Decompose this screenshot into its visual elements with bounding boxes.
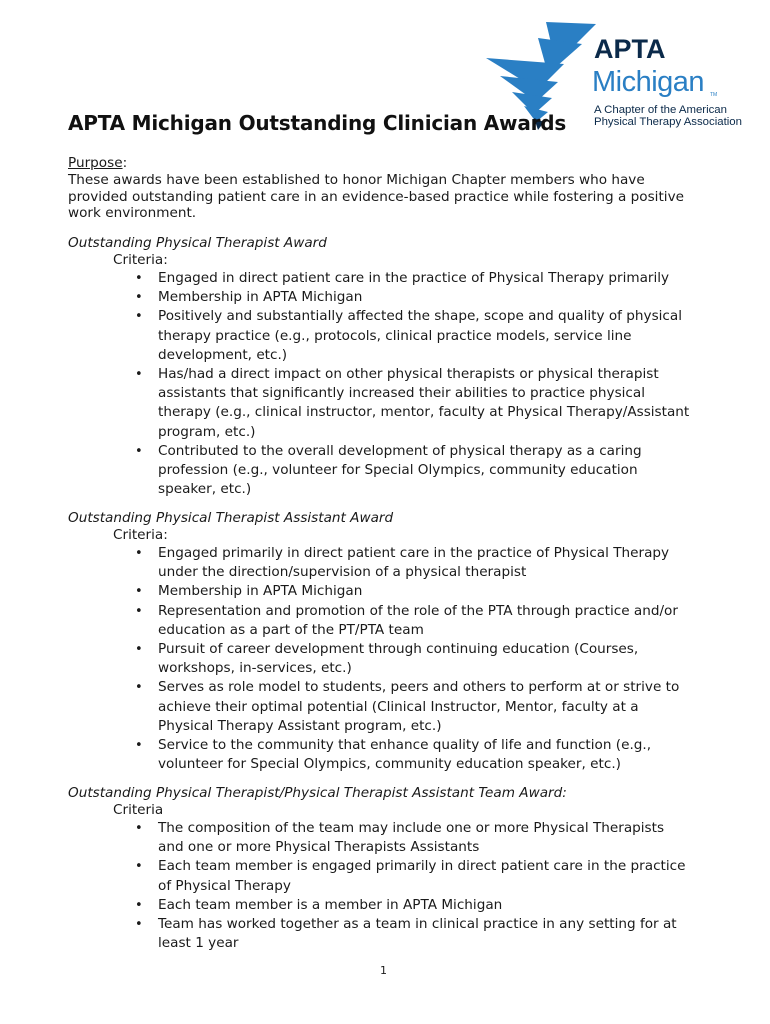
- criteria-item: [135, 640, 728, 678]
- section-pta-award: [68, 510, 728, 774]
- criteria-line: Membership in APTA Michigan: [158, 289, 363, 306]
- criteria-line: assistants that significantly increased their abilities to practice physical: [158, 385, 646, 402]
- criteria-item: [135, 544, 728, 582]
- logo-trademark: TM: [710, 92, 718, 98]
- bullet-icon: •: [135, 859, 143, 875]
- criteria-line: Contributed to the overall development of physical therapy as a caring: [158, 442, 642, 459]
- criteria-line: of Physical Therapy: [158, 877, 291, 894]
- bullet-icon: •: [135, 680, 143, 696]
- page-number: 1: [380, 964, 387, 977]
- criteria-list: [68, 544, 728, 774]
- purpose-line: provided outstanding patient care in an evidence-based practice while fostering a positive: [68, 188, 684, 205]
- logo-tagline-line-1: A Chapter of the American: [594, 104, 727, 116]
- criteria-item: [135, 307, 728, 365]
- criteria-line: therapy (e.g., clinical instructor, mentor, faculty at Physical Therapy/Assistant: [158, 404, 690, 421]
- criteria-line: achieve their optimal potential (Clinical Instructor, Mentor, faculty at a: [158, 698, 639, 715]
- bullet-icon: •: [135, 309, 143, 325]
- criteria-line: Pursuit of career development through continuing education (Courses,: [158, 641, 639, 658]
- criteria-line: and one or more Physical Therapists Assistants: [158, 839, 480, 856]
- criteria-line: Each team member is engaged primarily in direct patient care in the practice: [158, 858, 686, 875]
- bullet-icon: •: [135, 443, 143, 459]
- criteria-item: [135, 288, 728, 307]
- criteria-item: [135, 915, 728, 953]
- section-title: Outstanding Physical Therapist Award: [68, 235, 327, 251]
- criteria-item: [135, 442, 728, 500]
- criteria-line: least 1 year: [158, 935, 239, 952]
- criteria-line: Serves as role model to students, peers and others to perform at or strive to: [158, 679, 680, 696]
- criteria-line: development, etc.): [158, 346, 288, 363]
- criteria-line: under the direction/supervision of a physical therapist: [158, 564, 527, 581]
- criteria-item: [135, 365, 728, 442]
- bullet-icon: •: [135, 642, 143, 658]
- criteria-item: [135, 582, 728, 601]
- criteria-line: speaker, etc.): [158, 481, 252, 498]
- purpose-text: [68, 172, 718, 222]
- criteria-item: [135, 857, 728, 895]
- criteria-line: workshops, in-services, etc.): [158, 660, 352, 677]
- criteria-item: [135, 269, 728, 288]
- criteria-line: Positively and substantially affected the shape, scope and quality of physical: [158, 308, 683, 325]
- bullet-icon: •: [135, 367, 143, 383]
- criteria-label: Criteria: [113, 802, 164, 818]
- section-title: Outstanding Physical Therapist/Physical Therapist Assistant Team Award:: [68, 785, 567, 801]
- criteria-line: Membership in APTA Michigan: [158, 583, 363, 600]
- criteria-line: Team has worked together as a team in clinical practice in any setting for at: [158, 916, 677, 933]
- criteria-line: profession (e.g., volunteer for Special Olympics, community education: [158, 462, 638, 479]
- bullet-icon: •: [135, 917, 143, 933]
- logo-tagline: [594, 104, 742, 128]
- criteria-item: [135, 736, 728, 774]
- criteria-item: [135, 896, 728, 915]
- criteria-label: Criteria:: [113, 527, 168, 543]
- logo-apta-text: APTA: [594, 34, 666, 64]
- section-title: Outstanding Physical Therapist Assistant Award: [68, 510, 394, 526]
- criteria-line: The composition of the team may include one or more Physical Therapists: [158, 820, 665, 836]
- criteria-line: program, etc.): [158, 423, 256, 440]
- bullet-icon: •: [135, 271, 143, 286]
- section-team-award: [68, 785, 728, 953]
- criteria-item: [135, 602, 728, 640]
- criteria-line: Physical Therapy Assistant program, etc.): [158, 717, 442, 734]
- criteria-line: education as a part of the PT/PTA team: [158, 621, 424, 638]
- section-pt-award: [68, 235, 728, 499]
- purpose-colon: :: [122, 155, 128, 171]
- criteria-line: Engaged in direct patient care in the practice of Physical Therapy primarily: [158, 270, 670, 286]
- bullet-icon: •: [135, 290, 143, 306]
- bullet-icon: •: [135, 584, 143, 600]
- purpose-label: Purpose: [68, 155, 123, 171]
- bullet-icon: •: [135, 546, 143, 561]
- bullet-icon: •: [135, 738, 143, 754]
- criteria-line: volunteer for Special Olympics, community education speaker, etc.): [158, 756, 621, 773]
- criteria-line: Each team member is a member in APTA Michigan: [158, 896, 503, 913]
- criteria-line: Representation and promotion of the role of the PTA through practice and/or: [158, 602, 678, 619]
- purpose-block: [68, 155, 718, 222]
- criteria-item: [135, 678, 728, 736]
- criteria-line: Has/had a direct impact on other physical therapists or physical therapist: [158, 366, 659, 383]
- bullet-icon: •: [135, 821, 143, 836]
- bullet-icon: •: [135, 603, 143, 619]
- page-title: APTA Michigan Outstanding Clinician Awards: [68, 111, 567, 135]
- criteria-label: Criteria:: [113, 252, 168, 268]
- purpose-line: These awards have been established to honor Michigan Chapter members who have: [68, 171, 645, 188]
- purpose-line: work environment.: [68, 205, 197, 222]
- criteria-line: Service to the community that enhance quality of life and function (e.g.,: [158, 737, 652, 754]
- criteria-list: [68, 819, 728, 953]
- criteria-item: [135, 819, 728, 857]
- logo-tagline-line-2: Physical Therapy Association: [594, 116, 742, 128]
- criteria-list: [68, 269, 728, 499]
- logo-michigan-text: Michigan: [592, 66, 705, 98]
- bullet-icon: •: [135, 897, 143, 913]
- criteria-line: Engaged primarily in direct patient care in the practice of Physical Therapy: [158, 545, 670, 561]
- criteria-line: therapy practice (e.g., protocols, clinical practice models, service line: [158, 327, 632, 344]
